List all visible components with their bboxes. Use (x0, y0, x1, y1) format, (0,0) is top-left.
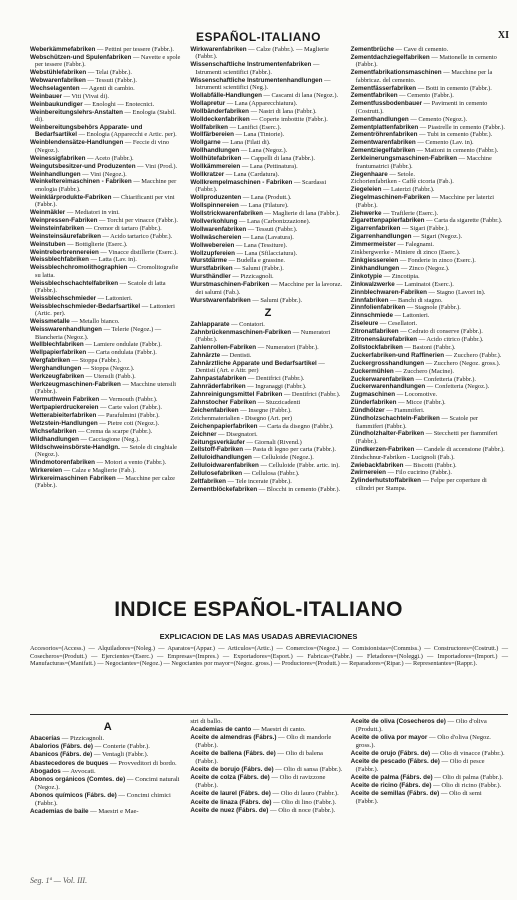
index-entry: Zünderfabriken — Micce (Fabbr.). (350, 399, 446, 407)
index-entry: Wollbänderfabriken — Nastri di lana (Fabbr.). (190, 107, 317, 115)
index-entry: Wollwebereien — Lana (Tessiture). (190, 241, 288, 249)
dictionary-columns (30, 46, 508, 586)
index-entry: Wolldeckenfabriken — Coperte imbottite (Fabbr.). (190, 115, 328, 123)
index-entry: Academias de canto — Maestri di canto. (190, 726, 306, 734)
index-entry: Zeitungsverkäufer — Giornali (Rivend.) (190, 438, 302, 446)
index-entry: Zahlapparate — Contatori. (190, 320, 265, 328)
index-entry: Aceite de palma (Fábrs. de) — Olio di palma (Fabbr.). (350, 773, 504, 781)
dictionary-column-2 (187, 46, 347, 586)
index-entry: Wollspinnereien — Lana (Filature). (190, 202, 289, 210)
index-entry: Wetterabieiterfabriken — Parafulmini (Fabbr.). (30, 412, 160, 420)
index-entry: Zahnreinigungsmittel Fabriken — Dentifrici (Fabbr.). (190, 391, 341, 399)
index-entry: Aceite de ballena (Fábrs. de) — Olio di balena (Fabbr.). (190, 750, 323, 766)
index-entry: Weissblechschachtelfabriken — Scatole di latta (Fabbr.). (30, 279, 166, 295)
index-entry: Wollverkohlung — Lana (Carbonizzazione). (190, 217, 311, 225)
index-entry: Aceite de semillas (Fábrs. de) — Olio di semi (Fabbr.). (350, 790, 482, 806)
index-entry: Weisswarenhandlungen — Telerie (Negoz.) — Biancheria (Negoz.). (30, 326, 162, 341)
index-entry: Zinnfolienfabriken — Stagnole (Fabbr.). (350, 304, 461, 312)
index-entry: Zuckermühlen — Zucchero (Macine). (350, 367, 455, 375)
index-entry: Zementröhrenfabriken — Tubi in cemento (Fabbr.). (350, 131, 493, 139)
page-number: XI (497, 30, 509, 41)
index-entry: Weissmetalle — Metallo bianco. (30, 318, 120, 326)
index-entry: Weissblechchromolithographien — Cromolitografie su latta. (30, 264, 179, 279)
index-entry: Ziegelmaschinen-Fabriken — Macchine per laterizi (Fabbr.). (350, 194, 494, 209)
index-entry: Werghandlungen — Stoppa (Negoz.). (30, 365, 135, 373)
index-entry: Abonos orgánicos (Comtes. de) — Concimi naturali (Negoz.). (30, 776, 180, 791)
index-entry: Wildschweinsbörste-Handlgn. — Setole di cinghiale (Negoz.). (30, 443, 178, 459)
index-entry: Weinmäkler — Mediatori in vini. (30, 209, 120, 217)
section-letter: A (103, 721, 112, 733)
index-entry: Abalorios (Fábrs. de) — Conterie (Fabbr.). (30, 743, 150, 751)
index-entry: Wellpapierfabriken — Carta ondulata (Fabbr.). (30, 349, 157, 357)
index-entry: Aceite de ricino (Fábrs. de) — Olio di ricino (Fabbr.). (350, 782, 502, 790)
index-entry: Zwirnereien — Filo cucirino (Fabbr.). (350, 469, 453, 477)
index-entry: Zinnblechwaren-Fabriken — Stagno (Lavori in). (350, 288, 486, 296)
index-entry: Ziegenhaare — Setole. (350, 170, 415, 178)
index-entry: Weissblechschmieder-Bedarfsartikel — Lattonieri (Artic. per). (30, 302, 175, 318)
index-entry: Webschützen-und Spulenfabriken — Navette e spole per tessere (Fabbr.). (30, 53, 181, 69)
index-entry: Zimmermeister — Falegnami. (350, 241, 434, 249)
index-entry: Zuckerwarenhandlungen — Confetteria (Negoz.). (350, 383, 490, 391)
section-letter: Z (264, 306, 272, 319)
index-column-3 (348, 718, 508, 868)
index-entry: Wichsefabriken — Crema da scarpe (Fabbr.). (30, 427, 153, 435)
index-entry: Aceite de linaza (Fábrs. de) — Olio di lino (Fabbr.). (190, 798, 337, 806)
index-entry: Wollwäschereien — Lana (Lavatura). (190, 233, 294, 241)
index-entry: Weintreberbrennereien — Vinacce distillerie (Eserc.). (30, 248, 178, 256)
index-entry: Zeltfabriken — Tele incerate (Fabbr.). (190, 478, 292, 486)
index-entry: Zementfässerfabriken — Botti in cemento (Fabbr.). (350, 84, 492, 92)
index-entry: Wollgarne — Lana (Filati di). (190, 139, 271, 147)
index-entry: Academias de baile — Maestri e Mae- (30, 807, 139, 815)
index-entry: Zugmaschinen — Locomotive. (350, 391, 438, 399)
index-entry: Zementdachziegelfabriken — Mattonelle in cemento (Fabbr.). (350, 53, 497, 69)
index-entry: Windmotorenfabriken — Motori a vento (Fabbr.). (30, 459, 167, 467)
abbreviations-heading: EXPLICACION DE LAS MAS USADAS ABREVIACIONES (159, 632, 358, 641)
index-entry: Zündkerzen-Fabriken — Candele di accensione (Fabbr.). (350, 445, 505, 453)
index-entry: Wollstrickwarenfabriken — Maglierie di lana (Fabbr.). (190, 210, 340, 218)
index-entry: Zinkbergwerke - Miniere di zinco (Eserc.). (350, 249, 461, 257)
index-entry: Aceite de borujo (Fábrs. de) — Olio di sansa (Fabbr.). (190, 766, 343, 774)
index-entry: Zementfabriken — Cemento (Fabbr.). (350, 92, 454, 100)
index-entry: Wollproduzenten — Lana (Produtt.). (190, 194, 292, 202)
index-entry: Zitronatfabriken — Cedrato di conserve (Fabbr.). (350, 328, 483, 336)
index-entry: Zementwarenfabriken — Cemento (Lav. in). (350, 139, 474, 147)
index-entry: Zellstoff-Fabriken — Pasta di legno per carta (Fabbr.). (190, 446, 336, 454)
index-entry: Weinklärprodukte-Fabriken — Chiarificanti per vini (Fabbr.). (30, 193, 175, 209)
index-entry: Wurstdärme — Budella e grassine. (190, 257, 286, 265)
index-entry: Abogados — Avvocati. (30, 767, 96, 775)
index-entry: Wellblechfabriken — Lamiere ondulate (Fabbr.). (30, 341, 162, 349)
index-entry: Zichorienfabriken - Caffè cicoria (Fab.). (350, 178, 454, 186)
index-entry: Weinhandlungen — Vini (Negoz.). (30, 170, 127, 178)
index-entry: Zuckerfabriken-und Raffinerien — Zucchero (Fabbr.). (350, 351, 502, 359)
index-entry: Abanicos (Fábrs. de) — Ventagli (Fabbr.). (30, 751, 149, 759)
index-entry: Aceite de oliva por mayor — Olio d'oliva (Negoz. gross.). (350, 733, 491, 749)
index-entry: Wirkereimaschinen Fabriken — Macchine per calze (Fabbr.). (30, 474, 175, 490)
index-entry: Zündholzschachteln-Fabriken — Scatole per fiammiferi (Fabbr.). (350, 415, 479, 430)
index-entry: Aceite de nuez (Fábrs. de) — Olio di noce (Fabbr.). (190, 806, 336, 814)
index-entry: Zündholzhalter-Fabriken — Stecchetti per fiammiferi (Fabbr.). (350, 430, 498, 445)
index-entry: Zinkotypie — Zincotipia. (350, 272, 420, 280)
index-entry: Zigarettenpapierfabriken — Carta da sigarette (Fabbr.). (350, 217, 503, 225)
index-entry: Wollkämmereien — Lana (Pettinatura). (190, 163, 298, 171)
index-entry: Zuckerwarenfabriken — Confetteria (Fabbr.). (350, 375, 476, 383)
index-column-2 (187, 718, 347, 868)
index-entry: Wissenschaftliche Instrumentenhandlungen — Istrumenti scientifici (Neg.). (190, 76, 331, 92)
index-entry: Wollzupfereien — Lana (Sfilacciatura). (190, 249, 298, 257)
index-entry: Weingutsbesitzer-und Produzenten — Vini (Prod.). (30, 162, 178, 170)
index-entry: Zementbrüche — Cave di cemento. (350, 46, 449, 53)
index-entry: Zeichenmaterialien - Disegno (Art. per) (190, 414, 293, 422)
dictionary-column-1 (30, 46, 187, 586)
divider (30, 714, 508, 715)
index-entry: Aceite de almendras (Fábrs.) — Olio di mandorle (Fabbr.). (190, 734, 332, 750)
index-entry: Zinnschmiede — Lattonieri. (350, 312, 430, 320)
index-entry: Wollabfälle-Handlungen — Cascami di lana (Negoz.). (190, 91, 339, 99)
index-entry: Zigarrenfabriken — Sigari (Fabbr.). (350, 225, 449, 233)
index-entry: Wollkratzer — Lana (Cardatura). (190, 171, 280, 178)
index-entry: Wurstmaschinen-Fabriken — Macchine per la lavoraz. dei salumi (Fab.). (190, 281, 343, 296)
index-entry: Zylinderhutstoffabriken — Felpe per coperture di cilindri per Stampa. (350, 477, 487, 492)
index-entry: Zuckergrosshandlungen — Zucchero (Negoz. gross.). (350, 359, 501, 367)
index-entry: Zellulosefabriken — Cellulosa (Fabbr.). (190, 470, 300, 478)
index-entry: Wollhütefabriken — Cappelli di lana (Fabbr.). (190, 155, 315, 163)
index-entry: Zinnfabriken — Banchi di stagno. (350, 296, 443, 304)
index-entry: Zelluloidwarenfabriken — Celluloide (Fabbr. artic. in). (190, 462, 340, 470)
dictionary-column-3 (348, 46, 508, 586)
index-entry: Wirkwarenfabriken — Calze (Fabbr.). — Maglierie (Fabbr.). (190, 46, 329, 61)
index-entry: Weinkeltereimaschinen - Fabriken — Macchine per enologia (Fabbr.). (30, 178, 177, 193)
index-entry: Wollfärbereien — Lana (Tintorie). (190, 131, 285, 139)
index-entry: Wollkrempelmaschinen - Fabriken — Scardassi (Fabbr.). (190, 178, 327, 194)
index-entry: Weinpressen-Fabriken — Torchi per vinacce (Fabbr.). (30, 216, 178, 224)
index-entry: Wollfabriken — Lanifici (Eserc.). (190, 123, 282, 131)
index-entry: Wollapretur — Lana (Apparecchiatura). (190, 99, 298, 107)
index-entry: Wurstwarenfabriken — Salumi (Fabbr.). (190, 296, 303, 304)
index-entry: Webstühlefabriken — Telai (Fabbr.). (30, 69, 132, 77)
signature-footer: Seg. 1ª — Vol. III. (30, 876, 88, 885)
index-entry: Zementfabrikationsmaschinen — Macchine per la fabbricaz. del cemento. (350, 69, 493, 84)
index-entry: Aceite de laurel (Fábrs. de) — Olio di lauro (Fabbr.). (190, 790, 339, 798)
index-entry: Zeichenfabriken — Insegne (Fabbr.). (190, 406, 292, 414)
index-entry: Weissblechfabriken — Latta (Lav. in). (30, 256, 137, 264)
index-entry: Wildhandlungen — Cacciagione (Neg.). (30, 435, 140, 443)
index-entry: Webwarenfabriken — Tessuti (Fabbr.). (30, 77, 137, 85)
index-entry: Aceite de orujo (Fábrs. de) — Olio di vinacce (Fabbr.). (350, 749, 505, 757)
index-entry: Zündhölzer — Fiammiferi. (350, 407, 425, 415)
index-entry: Zerkleinerungsmaschinen-Fabriken — Macchine frantumatrici (Fabbr.). (350, 155, 492, 170)
index-entry: Wirkereien — Calze e Maglierie (Fab.). (30, 466, 136, 474)
index-entry: Zollstockfabriken — Bastoni (Fabbr.). (350, 343, 456, 351)
index-entry: stri di ballo. (190, 718, 223, 725)
index-entry: Wermuthwein Fabriken — Vermouth (Fabbr.). (30, 396, 158, 404)
index-entry: Werkzeugmaschinen-Fabriken — Macchine utensili (Fabbr.). (30, 380, 177, 396)
index-entry: Zahlenrollen-Fabriken — Numeratori (Fabbr.). (190, 344, 319, 352)
index-entry: Zahnärztliche Apparate und Bedarfsartikel — Dentistí (Art. e Attr. per) (190, 359, 325, 375)
index-entry: Ziegeleien — Laterizi (Fabbr.). (350, 186, 435, 194)
index-entry: Zitronensäurefabriken — Acido citrico (Fabbr.). (350, 336, 484, 344)
index-entry: Wechselagenten — Agenti di cambio. (30, 85, 135, 93)
index-entry: Zeichner — Disegnatori. (190, 430, 258, 438)
index-entry: Weinbauer — Viti (Vivai di). (30, 92, 109, 100)
index-entry: Abonos químicos (Fábrs. de) — Concimi chimici (Fabbr.). (30, 791, 171, 807)
index-entry: Zelluloidhandlungen — Celluloide (Negoz.). (190, 454, 314, 462)
index-entry: Ziehwerke — Trafilerie (Eserc.). (350, 209, 439, 217)
index-entry: Zahnstocher Fabriken — Stuzzicadenti (190, 398, 301, 406)
index-entry: Zeichenpapierfabriken — Carta da disegno (Fabbr.). (190, 422, 334, 430)
index-entry: Ziseleure — Cesellatori. (350, 320, 418, 328)
abbreviations-text: Accesorios=(Access.) — Alquiladores=(Noleg.) — Aparatos=(Appar.) — Articulos=(Artic.) — Comercios=(Negoz.) — Comisionistas=(Commiss.) — Constructores=(Costrutt.) — Cosecheros=(Produtt.) — Ejercientes=(Eserc.) — Empresas=(Impres.) — Exportadores=(Esport.) — Fabricas=(Fabbr.) — Fletadores=(Noleggi.) — Importadores=(Import.) — Manufacturas=(Manifatt.) — Negociantes=(Negoz.) — Negociantes por mayor=(Negoz. gross.) — Productores=(Produtt.) — Reparadores=(Ripar.) — Representantes=(Rappr.). (30, 645, 508, 668)
index-entry: Zündschnur-Fabriken - Lucignoli (Fab.). (350, 453, 455, 461)
index-entry: Weinbereitungslehrs-Anstalten — Enologia (Stabil. di). (30, 108, 176, 124)
index-entry: Weinblendensätze-Handlungen — Feccie di vino (Negoz.). (30, 139, 170, 154)
index-columns (30, 718, 508, 868)
index-entry: Wollwarenfabriken — Tessuti (Fabbr.). (190, 225, 298, 233)
index-entry: Zementhandlungen — Cemento (Negoz.). (350, 115, 468, 123)
index-entry: Weinbereitungsbehörs Apparate- und Bedarfsartikel — Enologia (Apparecchi e Artic. per). (30, 124, 177, 139)
index-entry: Weinbaukundiger — Enologhi — Enotecnici. (30, 100, 155, 108)
index-entry: Weinessigfabriken — Aceto (Fabbr.). (30, 154, 134, 162)
index-column-1 (30, 718, 187, 868)
index-title: INDICE ESPAÑOL-ITALIANO (114, 598, 403, 621)
running-head: ESPAÑOL-ITALIANO (196, 30, 321, 44)
index-entry: Zigarrenhandlungen — Sigari (Negoz.). (350, 233, 463, 241)
index-entry: Weberkämmefabriken — Pettini per tessere (Fabbr.). (30, 46, 174, 53)
index-entry: Wissenschaftliche Instrumentenfabriken — Istrumenti scientifici (Fabbr.). (190, 61, 320, 76)
index-entry: Wetzstein-Handlungen — Pietre coti (Negoz.). (30, 420, 160, 427)
index-entry: Wurstfabriken — Salumi (Fabbr.). (190, 265, 284, 273)
index-entry: Aceite de pescado (Fábrs. de) — Olio di pesce (Fabbr.). (350, 758, 485, 773)
index-entry: Abastecedores de buques — Provveditori di bordo. (30, 759, 177, 767)
index-entry: Zahnärzte — Dentisti. (190, 352, 252, 360)
index-entry: Zwiebackfabriken — Biscotti (Fabbr.). (350, 461, 457, 469)
index-entry: Weinsteinsäurefabriken — Acido tartarico (Fabbr.). (30, 232, 173, 240)
index-entry: Zementplattenfabriken — Piastrelle in cemento (Fabbr.). (350, 123, 505, 131)
index-entry: Wursthändler — Pizzicagnoli. (190, 273, 274, 281)
index-entry: Wergfabriken — Stoppa (Fabbr.). (30, 357, 122, 365)
index-entry: Abacerías — Pizzicagnoli. (30, 735, 105, 742)
index-entry: Zahnpastafabriken — Dentifrici (Fabbr.). (190, 375, 305, 383)
index-entry: Zementziegelfabriken — Mattoni in cemento (Fabbr.). (350, 147, 499, 155)
index-entry: Weinsteinfabriken — Cremor di tartaro (Fabbr.). (30, 224, 162, 232)
index-entry: Zementblöckefabriken — Blocchi in cemento (Fabbr.). (190, 485, 341, 493)
index-entry: Zinkhandlungen — Zinco (Negoz.). (350, 264, 450, 272)
index-entry: Zahnräderfabriken — Ingranaggi (Fabbr.). (190, 383, 307, 391)
index-entry: Zahnbrückenmaschinen-Fabriken — Numeratori (Fabbr.). (190, 328, 331, 344)
index-entry: Zementfussbodenbauer — Pavimenti in cemento (Costrutt.). (350, 100, 488, 115)
index-entry: Werkzeugfabriken — Utensili (Fabb.). (30, 373, 136, 381)
index-entry: Zinkgiessereien — Fonderie in zinco (Eserc.). (350, 256, 476, 264)
index-entry: Weissblechschmieder — Lattonieri. (30, 295, 133, 302)
index-entry: Aceite de oliva (Cosecheros de) — Olio d'oliva (Produtt.). (350, 718, 487, 733)
index-entry: Aceite de colza (Fábrs. de) — Olio di ravizzone (Fabbr.). (190, 774, 326, 790)
index-entry: Weinstuben — Bottiglierie (Eserc.). (30, 240, 128, 248)
index-entry: Wollhandlungen — Lana (Negoz.). (190, 147, 288, 155)
index-entry: Wertpapierdruckereien — Carte valori (Fabbr.). (30, 404, 163, 412)
index-entry: Zinkwalzwerke — Laminatoi (Eserc.). (350, 280, 454, 288)
